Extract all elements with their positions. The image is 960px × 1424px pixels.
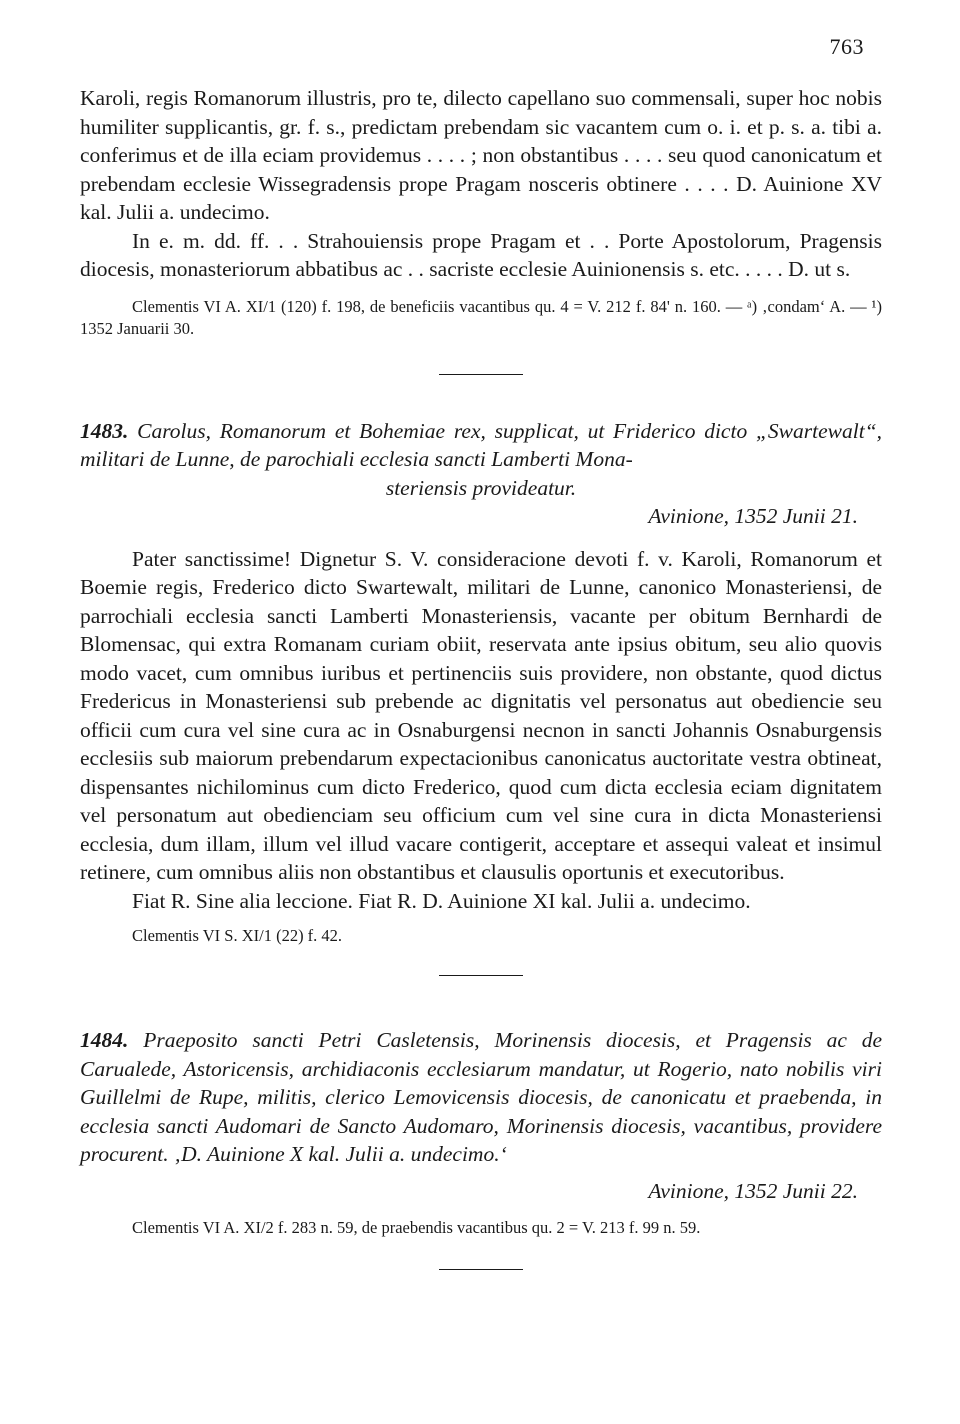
entry-1483-heading: [80, 417, 882, 503]
entry-1483-fiat: Fiat R. Sine alia leccione. Fiat R. D. Auinione XI kal. Julii a. undecimo.: [132, 888, 751, 913]
entry-1483: [80, 417, 882, 948]
page-number: 763: [829, 34, 864, 59]
page-body: [80, 84, 882, 1270]
section-divider: [439, 374, 523, 375]
top-paragraph-1: Karoli, regis Romanorum illustris, pro te, dilecto capellano suo commensali, super hoc nobis humiliter supplicantis, gr. f. s., predictam prebendam sic vacantem cum o. i. et p. s. a. tibi a. conferimus et de illa eciam providemus . . . . ; non obstantibus . . . . seu quod canonicatum et prebendam ecclesie Wissegradensis prope Pragam nosceris obtinere . . . . D. Auinione XV kal. Julii a. undecimo.: [80, 86, 882, 224]
entry-1484-dateline: Avinione, 1352 Junii 22.: [648, 1178, 858, 1203]
entry-1483-heading-last-line: steriensis provideatur.: [385, 475, 577, 500]
entry-1484: [80, 1026, 882, 1239]
section-divider: [439, 975, 523, 976]
entry-1483-footnote: Clementis VI S. XI/1 (22) f. 42.: [132, 926, 343, 945]
entry-1484-heading-text: Praeposito sancti Petri Casletensis, Morinensis diocesis, et Pragensis ac de Carualede, Astoricensis, archidiaconis ecclesiarum mandatur, ut Rogerio, nato nobilis viri Guillelmi de Rupe, militis, clerico Lemovicensis diocesis, de canonicatu et praebenda, in ecclesia sancti Audomari de Sancto Audomaro, Morinensis diocesis, vacantibus, providere procurent. ‚D. Auinione X kal. Julii a. undecimo.‘: [80, 1028, 882, 1166]
entry-1483-number: 1483.: [80, 418, 129, 443]
section-divider: [439, 1269, 523, 1270]
top-paragraph-2: In e. m. dd. ff. . . Strahouiensis prope Pragam et . . Porte Apostolorum, Pragensis diocesis, monasteriorum abbatibus ac . . sacriste ecclesie Auinionensis s. etc. . . . . D. ut s.: [80, 228, 882, 281]
entry-1483-dateline: Avinione, 1352 Junii 21.: [648, 504, 858, 528]
entry-1484-number: 1484.: [80, 1028, 129, 1052]
entry-1484-heading: [80, 1026, 882, 1169]
entry-1484-footnote: Clementis VI A. XI/2 f. 283 n. 59, de praebendis vacantibus qu. 2 = V. 213 f. 99 n. 59.: [132, 1218, 701, 1237]
top-footnote: Clementis VI A. XI/1 (120) f. 198, de beneficiis vacantibus qu. 4 = V. 212 f. 84' n. 160. — ᵃ) ‚condam‘ A. — ¹) 1352 Januarii 30.: [80, 296, 882, 338]
entry-1483-heading-text: Carolus, Romanorum et Bohemiae rex, supplicat, ut Friderico dicto „Swartewalt“, militari de Lunne, de parochiali ecclesia sancti Lamberti Mona-: [80, 418, 883, 471]
entry-1483-body: Pater sanctissime! Dignetur S. V. consideracione devoti f. v. Karoli, Romanorum et Boemie regis, Frederico dicto Swartewalt, militari de Lunne, canonico Monasteriensi, de parrochiali ecclesia sancti Lamberti Monasteriensis, vacante per obitum Bernhardi de Blomensac, qui extra Romanam curiam obiit, reservata ante ipsius obitum, seu alio quovis modo vacet, cum omnibus iuribus et pertinenciis suis providere, non obstante, quod dictus Fredericus in Monasteriensi sub prebende ac dignitatis vel personatus aut obediencie seu officii cum cura vel sine cura ac in Osnaburgensi necnon in sancti Johannis Osnaburgensis ecclesiis sub maiorum prebendarum expectacionibus canonicatus auctoritate vestra obtineat, dispensantes nichilominus cum dicto Frederico, quod cum dicta ecclesia eciam dignitatem vel personatum aut obedienciam seu officium cum vel sine cura in dicta Monasteriensi ecclesia, dum illam, illum vel illud vacare contigerit, acceptare et assequi valeat et insimul retinere, cum omnibus aliis non obstantibus et clausulis oportunis et executoribus.: [80, 546, 882, 884]
